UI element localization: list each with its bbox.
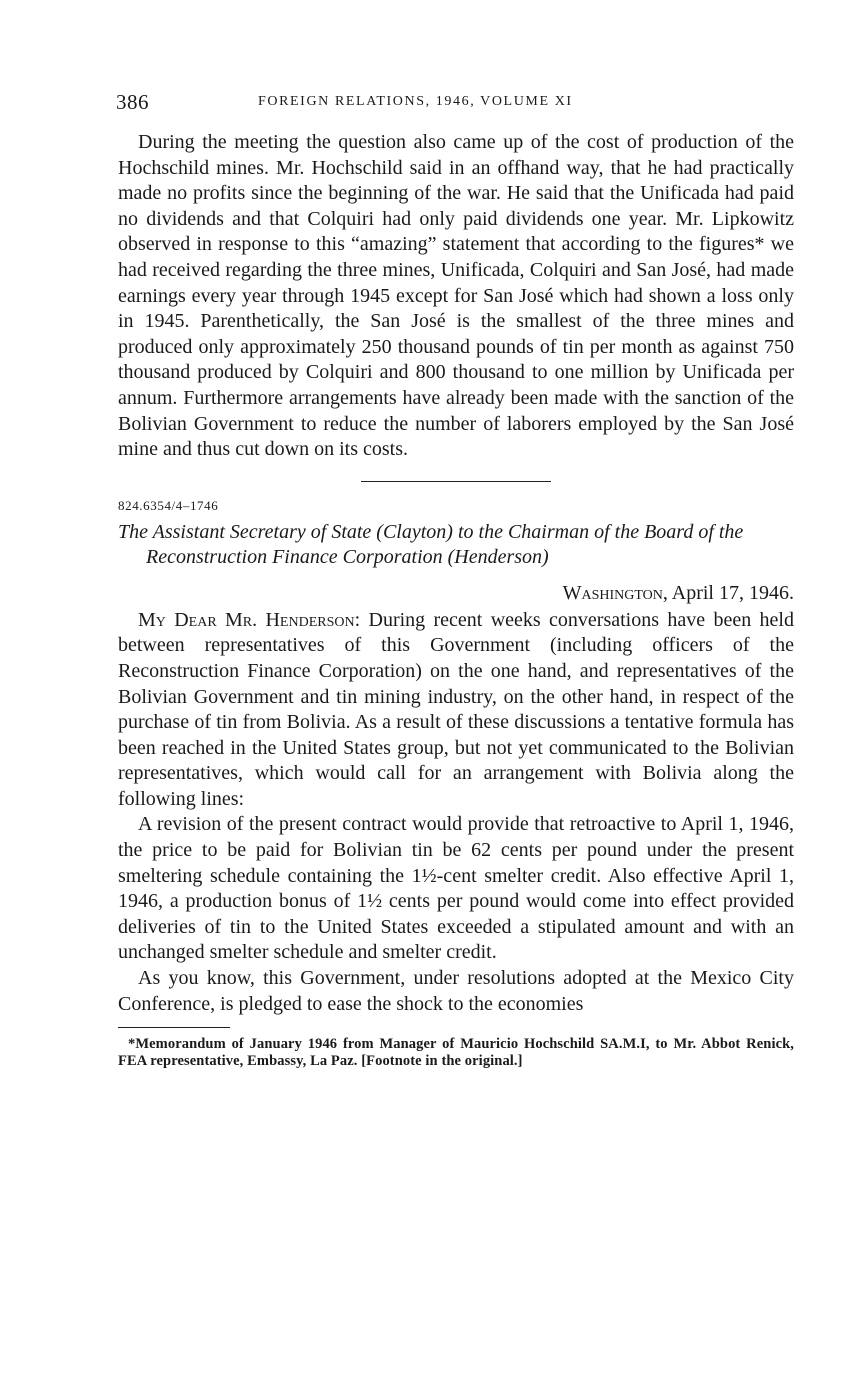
section-divider [361,481,551,482]
running-head [118,90,794,120]
paragraph-salutation [118,608,794,813]
paragraph-mexico-city: As you know, this Government, under resolutions adopted at the Mexico City Conference, is pledged to ease the shock to the economies [118,967,794,1015]
salutation: My Dear Mr. Henderson [138,608,355,631]
salutation-body: : During recent weeks conversations have been held between representatives of this Government (including officers of the Reconstruction Finance Corporation) on the one hand, and representatives of the Bolivian Government and tin mining industry, on the other hand, in respect of the purchase of tin from Bolivia. As a result of these discussions a tentative formula has been reached in the United States group, but not yet communicated to the Bolivian representatives, which would call for an arrangement with Bolivia along the following lines: [118,608,794,810]
dateline-place: Washington [562,581,663,604]
document-file-number: 824.6354/4–1746 [118,497,219,513]
footnote-divider [118,1027,230,1028]
paragraph-cost-of-production: During the meeting the question also came up of the cost of production of the Hochschild mines. Mr. Hochschild said in an offhand way, that he had practically made no profits since the beginning of the war. He said that the Unificada had paid no dividends and that Colquiri had only paid dividends one year. Mr. Lipkowitz observed in response to this “amazing” statement that according to the figures* we had received regarding the three mines, Unificada, Colquiri and San José, had made earnings every year through 1945 except for San José which had shown a loss only in 1945. Parenthetically, the San José is the smallest of the three mines and produced only approximately 250 thousand pounds of tin per month as against 750 thousand produced by Colquiri and 800 thousand to one million by Unificada per annum. Furthermore arrangements have already been made with the sanction of the Bolivian Government to reduce the number of laborers employed by the San José mine and thus cut down on its costs. [118,131,794,461]
dateline [118,580,794,606]
dateline-date: , April 17, 1946. [662,581,794,604]
paragraph-contract-revision: A revision of the present contract would provide that retroactive to April 1, 1946, the price to be paid for Bolivian tin be 62 cents per pound under the present smeltering schedule containing the 1½-cent smelter credit. Also effective April 1, 1946, a production bonus of 1½ cents per pound would come into effect provided deliveries of tin to the United States exceeded a stipulated amount and with an unchanged smelter schedule and smelter credit. [118,813,794,964]
page-number: 386 [116,90,149,114]
footnote: *Memorandum of January 1946 from Manager of Mauricio Hochschild SA.M.I, to Mr. Abbot Renick, FEA representative, Embassy, La Paz. [Footnote in the original.] [118,1036,794,1070]
document-page [118,90,794,1070]
running-title: FOREIGN RELATIONS, 1946, VOLUME XI [258,94,573,109]
document-heading: The Assistant Secretary of State (Clayton) to the Chairman of the Board of the Reconstruction Finance Corporation (Henderson) [118,520,744,568]
